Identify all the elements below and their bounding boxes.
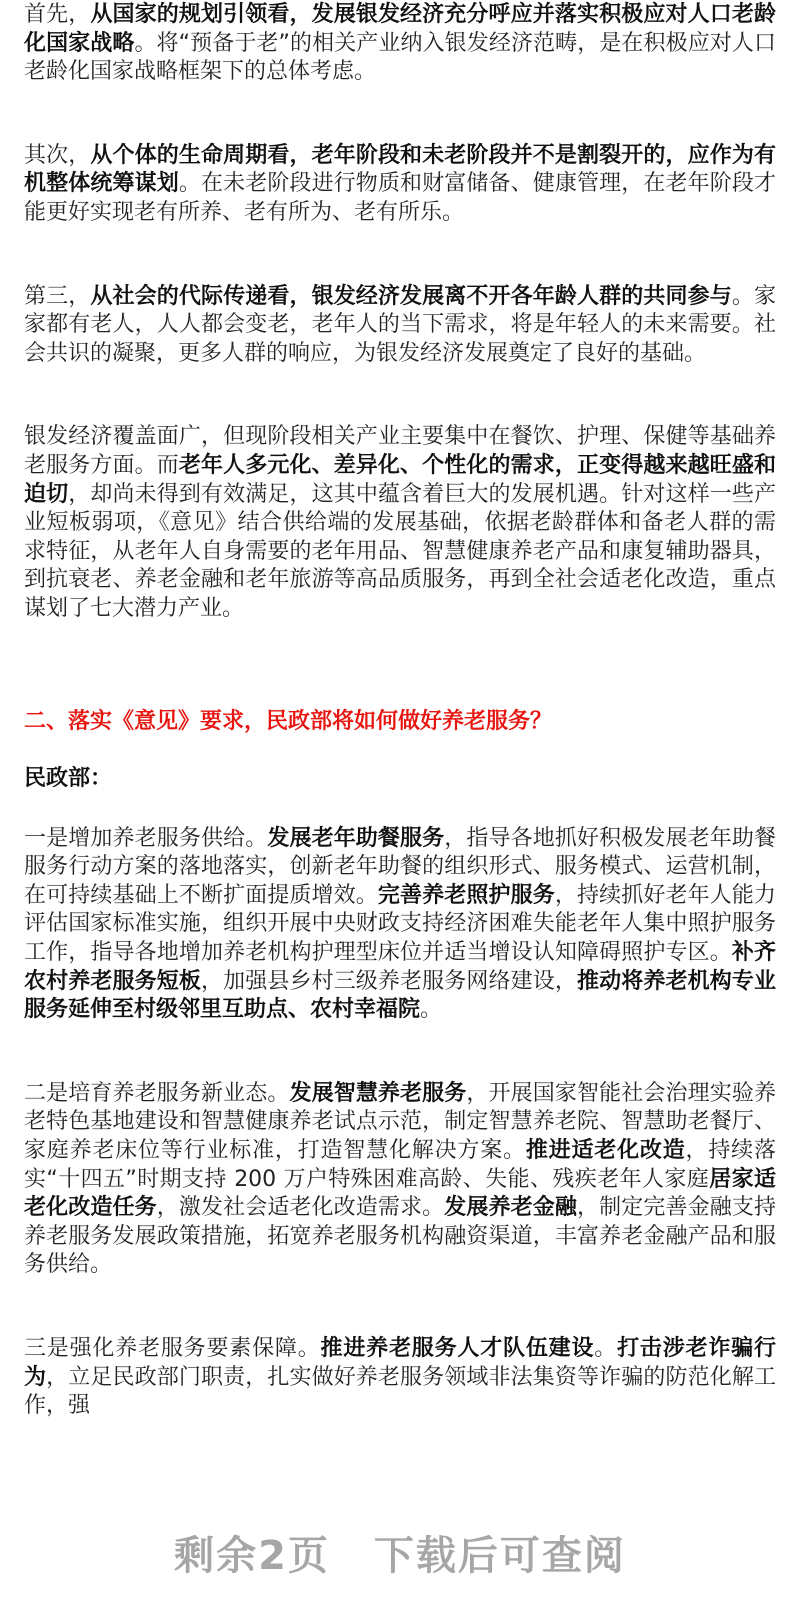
text: 三是强化养老服务要素保障。	[24, 1336, 321, 1361]
download-to-view-text[interactable]: 下载后可查阅	[373, 1532, 626, 1579]
text: 。在未老阶段进行物质和财富储备、健康管理，在老年阶段才能更好实现老有所养、老有所为、老有所乐。	[24, 171, 776, 225]
bold-text: 推进养老服务人才队伍建设	[320, 1336, 595, 1361]
bold-text: 从社会的代际传递看，银发经济发展离不开各年龄人群的共同参与	[90, 283, 732, 309]
paragraph	[24, 423, 776, 623]
bold-text: 发展老年助餐服务	[267, 825, 445, 851]
text: ，激发社会适老化改造需求。	[156, 1195, 445, 1221]
paragraph	[24, 283, 776, 369]
bold-text: 发展智慧养老服务	[289, 1080, 467, 1106]
remaining-pages-text[interactable]: 剩余2页	[174, 1532, 330, 1579]
intro-paragraphs	[24, 1, 776, 624]
text: 。家家都有老人，人人都会变老，老年人的当下需求，将是年轻人的未来需要。社会共识的凝聚，更多人群的响应，为银发经济发展奠定了良好的基础。	[24, 283, 776, 366]
text: 。	[420, 997, 443, 1023]
section-heading: 二、落实《意见》要求，民政部将如何做好养老服务？	[24, 708, 553, 734]
bold-text: 居家适老化改造任务	[24, 1166, 776, 1221]
bold-text: 从国家的规划引领看，发展银发经济充分呼应并落实积极应对人口老龄化国家战略	[24, 2, 776, 56]
text: ，持续落实“十四五”时期支持 200 万户特殊困难高龄、失能、残疾老年人家庭	[24, 1138, 776, 1192]
text: 。	[594, 1336, 618, 1361]
bold-text: 补齐农村养老服务短板	[24, 940, 776, 994]
text: ，持续抓好老年人能力评估国家标准实施，组织开展中央财政支持经济困难失能老年人集中照护服务工作，指导各地增加养老机构护理型床位并适当增设认知障碍照护专区。	[24, 882, 776, 966]
text: ，立足民政部门职责，扎实做好养老服务领域非法集资等诈骗的防范化解工作，强	[24, 1364, 776, 1419]
text: ，制定完善金融支持养老服务发展政策措施，拓宽养老服务机构融资渠道，丰富养老金融产品和服务供给。	[24, 1195, 776, 1278]
text: 首先，	[24, 2, 91, 27]
paragraph	[24, 142, 776, 228]
bold-text: 发展养老金融	[444, 1195, 577, 1221]
bold-text: 从个体的生命周期看，老年阶段和未老阶段并不是割裂开的，应作为有机整体统筹谋划	[24, 142, 776, 197]
text: 二是培育养老服务新业态。	[24, 1080, 290, 1106]
text: ，指导各地抓好积极发展老年助餐服务行动方案的落地落实，创新老年助餐的组织形式、服务模式、运营机制，在可持续基础上不断扩面提质增效。	[24, 825, 776, 908]
ministry-paragraphs	[24, 825, 776, 1421]
bold-text: 老年人多元化、差异化、个性化的需求，正变得越来越旺盛和迫切	[24, 452, 776, 507]
bold-text: 完善养老照护服务	[377, 882, 555, 908]
text: 银发经济覆盖面广，但现阶段相关产业主要集中在餐饮、护理、保健等基础养老服务方面。而	[24, 424, 776, 478]
text: ，却尚未得到有效满足，这其中蕴含着巨大的发展机遇。针对这样一些产业短板弱项，《意见》结合供给端的发展基础，依据老龄群体和备老人群的需求特征，从老年人自身需要的老年用品、智慧健康养老产品和康复辅助器具，到抗衰老、养老金融和老年旅游等高品质服务，再到全社会适老化改造，重点谋划了七大潜力产业。	[24, 481, 776, 621]
text: 。将“预备于老”的相关产业纳入银发经济范畴，是在积极应对人口老龄化国家战略框架下的总体考虑。	[24, 30, 776, 85]
download-prompt[interactable]	[0, 1531, 800, 1621]
bold-text: 推进适老化改造	[525, 1138, 686, 1164]
paragraph	[24, 1080, 776, 1280]
paragraph	[24, 825, 776, 1025]
speaker-label: 民政部：	[24, 766, 113, 792]
paragraph	[24, 1, 776, 87]
text: 其次，	[24, 142, 91, 168]
paragraph	[24, 1335, 776, 1421]
bold-text: 推动将养老机构专业服务延伸至村级邻里互助点、农村幸福院	[24, 968, 776, 1023]
text: ，加强县乡村三级养老服务网络建设，	[200, 968, 578, 994]
text: 第三，	[24, 283, 91, 309]
bold-text: 打击涉老诈骗行为	[24, 1336, 776, 1390]
text: 一是增加养老服务供给。	[24, 825, 268, 851]
text: ，开展国家智能社会治理实验养老特色基地建设和智慧健康养老试点示范，制定智慧养老院、智慧助老餐厅、家庭养老床位等行业标准，打造智慧化解决方案。	[24, 1080, 776, 1164]
document-body	[24, 0, 776, 1421]
